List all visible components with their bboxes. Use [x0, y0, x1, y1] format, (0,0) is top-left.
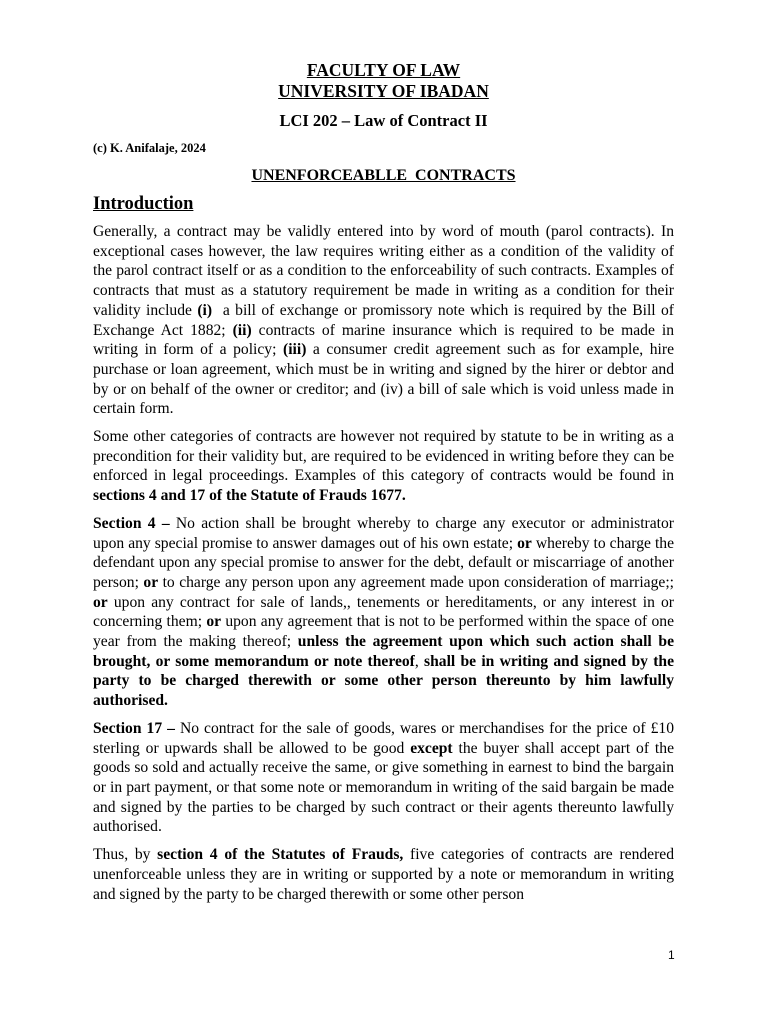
faculty-heading: FACULTY OF LAW — [306, 60, 461, 80]
introduction-heading: Introduction — [93, 194, 194, 214]
page-number: 1 — [668, 948, 675, 962]
course-title: LCI 202 – Law of Contract II — [279, 111, 488, 130]
paragraph-section-4: Section 4 – No action shall be brought whereby to charge any executor or administrator upon any special promise to answer damages out of his own estate; or whereby to charge the defendant upon any special promise to answer for the debt, default or miscarriage of another person; or to charge any person upon any agreement made upon consideration of marriage;; or upon any contract for sale of lands,, tenements or hereditaments, or any interest in or concerning them; or upon any agreement that is not to be performed within the space of one year from the making thereof; unless the agreement upon which such action shall be brought, or some memorandum or note thereof, shall be in writing and signed by the party to be charged therewith or some other person thereunto by him lawfully authorised. — [93, 514, 674, 710]
university-heading: UNIVERSITY OF IBADAN — [278, 81, 489, 101]
paragraph-five-categories: Thus, by section 4 of the Statutes of Frauds, five categories of contracts are rendered unenforceable unless they are in writing or supported by a note or memorandum in writing and signed by the party to be charged therewith or some other person — [93, 846, 674, 903]
paragraph-evidenced-in-writing: Some other categories of contracts are however not required by statute to be in writing as a precondition for their validity but, are required to be evidenced in writing before they can be enforced in legal proceedings. Examples of this category of contracts would be found in sections 4 and 17 of the Statute of Frauds 1677. — [93, 428, 674, 505]
document-title: UNENFORCEABLLE CONTRACTS — [251, 167, 516, 184]
copyright-line: (c) K. Anifalaje, 2024 — [93, 141, 206, 155]
paragraph-intro: Generally, a contract may be validly entered into by word of mouth (parol contracts). In exceptional cases however, the law requires writing either as a condition of the validity of the parol contract itself or as a condition to the enforceability of such contracts. Examples of contracts that must as a statutory requirement be made in writing as a condition for their validity include (i) a bill of exchange or promissory note which is required by the Bill of Exchange Act 1882; (ii) contracts of marine insurance which is required to be made in writing in form of a policy; (iii) a consumer credit agreement such as for example, hire purchase or loan agreement, which must be in writing and signed by the hirer or debtor and by or on behalf of the owner or creditor; and (iv) a bill of sale which is void unless made in certain form. — [93, 223, 678, 418]
paragraph-section-17: Section 17 – No contract for the sale of goods, wares or merchandises for the price of £10 sterling or upwards shall be allowed to be good except the buyer shall accept part of the goods so sold and actually receive the same, or give something in earnest to bind the bargain or in part payment, or that some note or memorandum in writing of the said bargain be made and signed by the parties to be charged by such contract or their agents thereunto lawfully authorised. — [93, 719, 675, 836]
document-page — [93, 60, 678, 904]
